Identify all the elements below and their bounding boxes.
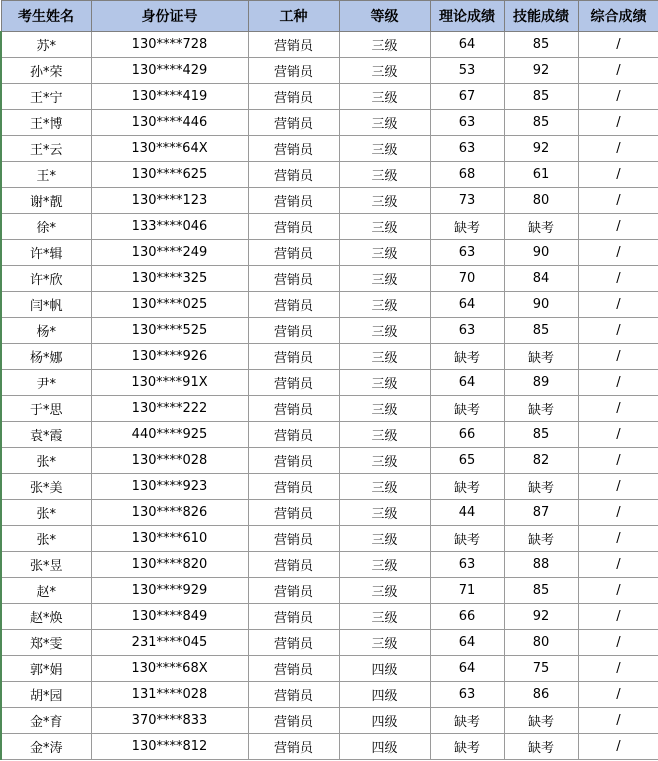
name-cell[interactable]: 杨* [1,318,91,344]
level-cell[interactable]: 三级 [339,162,430,188]
overall-score-cell[interactable]: / [578,734,658,760]
table-row [1,396,658,422]
id-number-cell[interactable]: 130****222 [91,396,248,422]
id-number-cell[interactable]: 130****419 [91,84,248,110]
skill-score-cell[interactable]: 缺考 [504,526,578,552]
level-cell[interactable]: 四级 [339,656,430,682]
theory-score-cell[interactable]: 63 [430,136,504,162]
table-row [1,630,658,656]
overall-score-cell[interactable]: / [578,318,658,344]
skill-score-cell[interactable]: 85 [504,84,578,110]
table-row [1,422,658,448]
overall-score-cell[interactable]: / [578,630,658,656]
overall-score-cell[interactable]: / [578,578,658,604]
id-number-cell[interactable]: 131****028 [91,682,248,708]
level-cell[interactable]: 三级 [339,266,430,292]
table-row [1,58,658,84]
job-type-cell[interactable]: 营销员 [248,656,339,682]
theory-score-cell[interactable]: 64 [430,370,504,396]
name-cell[interactable]: 苏* [1,32,91,58]
skill-score-cell[interactable]: 92 [504,58,578,84]
name-cell[interactable]: 尹* [1,370,91,396]
id-number-cell[interactable]: 130****826 [91,500,248,526]
table-row [1,682,658,708]
overall-score-cell[interactable]: / [578,58,658,84]
theory-score-cell[interactable]: 71 [430,578,504,604]
skill-score-cell[interactable]: 88 [504,552,578,578]
overall-score-cell[interactable]: / [578,188,658,214]
level-cell[interactable]: 三级 [339,240,430,266]
overall-score-cell[interactable]: / [578,214,658,240]
theory-score-cell[interactable]: 缺考 [430,708,504,734]
skill-score-cell[interactable]: 缺考 [504,344,578,370]
table-row [1,708,658,734]
theory-score-cell[interactable]: 66 [430,422,504,448]
level-cell[interactable]: 三级 [339,318,430,344]
skill-score-cell[interactable]: 92 [504,136,578,162]
table-row [1,474,658,500]
theory-score-cell[interactable]: 63 [430,318,504,344]
table-row [1,110,658,136]
overall-score-cell[interactable]: / [578,682,658,708]
name-cell[interactable]: 于*思 [1,396,91,422]
theory-score-cell[interactable]: 44 [430,500,504,526]
theory-score-cell[interactable]: 73 [430,188,504,214]
level-cell[interactable]: 四级 [339,682,430,708]
job-type-cell[interactable]: 营销员 [248,136,339,162]
job-type-cell[interactable]: 营销员 [248,162,339,188]
skill-score-cell[interactable]: 85 [504,32,578,58]
theory-score-cell[interactable]: 70 [430,266,504,292]
name-cell[interactable]: 赵* [1,578,91,604]
theory-score-cell[interactable]: 65 [430,448,504,474]
table-body [1,32,658,760]
skill-score-cell[interactable]: 缺考 [504,214,578,240]
theory-score-cell[interactable]: 63 [430,110,504,136]
job-type-cell[interactable]: 营销员 [248,448,339,474]
theory-score-cell[interactable]: 53 [430,58,504,84]
table-row [1,240,658,266]
name-cell[interactable]: 王* [1,162,91,188]
level-cell[interactable]: 三级 [339,344,430,370]
skill-score-cell[interactable]: 82 [504,448,578,474]
overall-score-cell[interactable]: / [578,448,658,474]
theory-score-cell[interactable]: 66 [430,604,504,630]
id-number-cell[interactable]: 130****446 [91,110,248,136]
table-row [1,292,658,318]
id-number-cell[interactable]: 130****68X [91,656,248,682]
skill-score-cell[interactable]: 75 [504,656,578,682]
table-row [1,604,658,630]
name-cell[interactable]: 王*博 [1,110,91,136]
theory-score-cell[interactable]: 64 [430,656,504,682]
level-cell[interactable]: 三级 [339,526,430,552]
table-row [1,214,658,240]
name-cell[interactable]: 张*昱 [1,552,91,578]
header-cell[interactable]: 综合成绩 [578,1,658,32]
overall-score-cell[interactable]: / [578,656,658,682]
name-cell[interactable]: 许*欣 [1,266,91,292]
overall-score-cell[interactable]: / [578,370,658,396]
level-cell[interactable]: 三级 [339,630,430,656]
name-cell[interactable]: 谢*靓 [1,188,91,214]
name-cell[interactable]: 张*美 [1,474,91,500]
level-cell[interactable]: 三级 [339,370,430,396]
id-number-cell[interactable]: 440****925 [91,422,248,448]
theory-score-cell[interactable]: 63 [430,240,504,266]
overall-score-cell[interactable]: / [578,240,658,266]
level-cell[interactable]: 三级 [339,136,430,162]
level-cell[interactable]: 三级 [339,84,430,110]
id-number-cell[interactable]: 130****728 [91,32,248,58]
name-cell[interactable]: 胡*园 [1,682,91,708]
job-type-cell[interactable]: 营销员 [248,32,339,58]
table-row [1,32,658,58]
id-number-cell[interactable]: 130****820 [91,552,248,578]
job-type-cell[interactable]: 营销员 [248,708,339,734]
name-cell[interactable]: 金*育 [1,708,91,734]
job-type-cell[interactable]: 营销员 [248,474,339,500]
id-number-cell[interactable]: 130****123 [91,188,248,214]
job-type-cell[interactable]: 营销员 [248,422,339,448]
table-row [1,578,658,604]
table-row [1,370,658,396]
level-cell[interactable]: 三级 [339,396,430,422]
job-type-cell[interactable]: 营销员 [248,240,339,266]
name-cell[interactable]: 郭*娟 [1,656,91,682]
theory-score-cell[interactable]: 64 [430,630,504,656]
job-type-cell[interactable]: 营销员 [248,58,339,84]
job-type-cell[interactable]: 营销员 [248,630,339,656]
level-cell[interactable]: 三级 [339,604,430,630]
level-cell[interactable]: 三级 [339,422,430,448]
id-number-cell[interactable]: 130****325 [91,266,248,292]
id-number-cell[interactable]: 130****610 [91,526,248,552]
id-number-cell[interactable]: 130****525 [91,318,248,344]
overall-score-cell[interactable]: / [578,110,658,136]
table-row [1,162,658,188]
level-cell[interactable]: 四级 [339,734,430,760]
name-cell[interactable]: 张* [1,526,91,552]
name-cell[interactable]: 王*云 [1,136,91,162]
level-cell[interactable]: 三级 [339,578,430,604]
name-cell[interactable]: 袁*霞 [1,422,91,448]
theory-score-cell[interactable]: 缺考 [430,344,504,370]
overall-score-cell[interactable]: / [578,708,658,734]
level-cell[interactable]: 三级 [339,110,430,136]
skill-score-cell[interactable]: 92 [504,604,578,630]
overall-score-cell[interactable]: / [578,162,658,188]
id-number-cell[interactable]: 130****812 [91,734,248,760]
header-cell[interactable]: 身份证号 [91,1,248,32]
id-number-cell[interactable]: 130****64X [91,136,248,162]
job-type-cell[interactable]: 营销员 [248,734,339,760]
overall-score-cell[interactable]: / [578,344,658,370]
overall-score-cell[interactable]: / [578,266,658,292]
id-number-cell[interactable]: 133****046 [91,214,248,240]
skill-score-cell[interactable]: 缺考 [504,734,578,760]
table-row [1,656,658,682]
name-cell[interactable]: 金*涛 [1,734,91,760]
level-cell[interactable]: 四级 [339,708,430,734]
theory-score-cell[interactable]: 67 [430,84,504,110]
skill-score-cell[interactable]: 61 [504,162,578,188]
skill-score-cell[interactable]: 90 [504,240,578,266]
level-cell[interactable]: 三级 [339,292,430,318]
overall-score-cell[interactable]: / [578,84,658,110]
job-type-cell[interactable]: 营销员 [248,578,339,604]
header-cell[interactable]: 理论成绩 [430,1,504,32]
table-row [1,448,658,474]
skill-score-cell[interactable]: 缺考 [504,708,578,734]
name-cell[interactable]: 徐* [1,214,91,240]
name-cell[interactable]: 张* [1,500,91,526]
id-number-cell[interactable]: 130****929 [91,578,248,604]
name-cell[interactable]: 张* [1,448,91,474]
level-cell[interactable]: 三级 [339,474,430,500]
level-cell[interactable]: 三级 [339,214,430,240]
name-cell[interactable]: 许*辑 [1,240,91,266]
overall-score-cell[interactable]: / [578,32,658,58]
table-row [1,188,658,214]
table-row [1,552,658,578]
id-number-cell[interactable]: 130****926 [91,344,248,370]
id-number-cell[interactable]: 370****833 [91,708,248,734]
table-row [1,734,658,760]
table-row [1,266,658,292]
theory-score-cell[interactable]: 63 [430,682,504,708]
table-row [1,136,658,162]
overall-score-cell[interactable]: / [578,526,658,552]
id-number-cell[interactable]: 130****025 [91,292,248,318]
skill-score-cell[interactable]: 85 [504,578,578,604]
theory-score-cell[interactable]: 缺考 [430,474,504,500]
name-cell[interactable]: 赵*焕 [1,604,91,630]
name-cell[interactable]: 孙*荣 [1,58,91,84]
overall-score-cell[interactable]: / [578,474,658,500]
header-cell[interactable]: 考生姓名 [1,1,91,32]
id-number-cell[interactable]: 130****849 [91,604,248,630]
overall-score-cell[interactable]: / [578,500,658,526]
job-type-cell[interactable]: 营销员 [248,344,339,370]
skill-score-cell[interactable]: 90 [504,292,578,318]
job-type-cell[interactable]: 营销员 [248,552,339,578]
skill-score-cell[interactable]: 89 [504,370,578,396]
header-row [1,1,658,32]
job-type-cell[interactable]: 营销员 [248,526,339,552]
id-number-cell[interactable]: 231****045 [91,630,248,656]
skill-score-cell[interactable]: 84 [504,266,578,292]
id-number-cell[interactable]: 130****625 [91,162,248,188]
level-cell[interactable]: 三级 [339,552,430,578]
job-type-cell[interactable]: 营销员 [248,318,339,344]
skill-score-cell[interactable]: 86 [504,682,578,708]
name-cell[interactable]: 王*宁 [1,84,91,110]
table-row [1,318,658,344]
skill-score-cell[interactable]: 80 [504,188,578,214]
header-cell[interactable]: 等级 [339,1,430,32]
level-cell[interactable]: 三级 [339,188,430,214]
theory-score-cell[interactable]: 缺考 [430,526,504,552]
job-type-cell[interactable]: 营销员 [248,292,339,318]
skill-score-cell[interactable]: 缺考 [504,474,578,500]
job-type-cell[interactable]: 营销员 [248,110,339,136]
level-cell[interactable]: 三级 [339,448,430,474]
theory-score-cell[interactable]: 68 [430,162,504,188]
level-cell[interactable]: 三级 [339,58,430,84]
job-type-cell[interactable]: 营销员 [248,266,339,292]
overall-score-cell[interactable]: / [578,552,658,578]
job-type-cell[interactable]: 营销员 [248,188,339,214]
skill-score-cell[interactable]: 缺考 [504,396,578,422]
theory-score-cell[interactable]: 缺考 [430,214,504,240]
theory-score-cell[interactable]: 64 [430,32,504,58]
table-row [1,84,658,110]
id-number-cell[interactable]: 130****429 [91,58,248,84]
table-row [1,500,658,526]
overall-score-cell[interactable]: / [578,136,658,162]
job-type-cell[interactable]: 营销员 [248,84,339,110]
skill-score-cell[interactable]: 85 [504,110,578,136]
table-row [1,526,658,552]
job-type-cell[interactable]: 营销员 [248,370,339,396]
theory-score-cell[interactable]: 63 [430,552,504,578]
level-cell[interactable]: 三级 [339,32,430,58]
job-type-cell[interactable]: 营销员 [248,214,339,240]
name-cell[interactable]: 郑*雯 [1,630,91,656]
skill-score-cell[interactable]: 85 [504,422,578,448]
overall-score-cell[interactable]: / [578,396,658,422]
id-number-cell[interactable]: 130****249 [91,240,248,266]
overall-score-cell[interactable]: / [578,422,658,448]
header-cell[interactable]: 工种 [248,1,339,32]
job-type-cell[interactable]: 营销员 [248,682,339,708]
id-number-cell[interactable]: 130****91X [91,370,248,396]
theory-score-cell[interactable]: 缺考 [430,734,504,760]
job-type-cell[interactable]: 营销员 [248,604,339,630]
job-type-cell[interactable]: 营销员 [248,396,339,422]
table-row [1,344,658,370]
overall-score-cell[interactable]: / [578,292,658,318]
theory-score-cell[interactable]: 缺考 [430,396,504,422]
id-number-cell[interactable]: 130****923 [91,474,248,500]
overall-score-cell[interactable]: / [578,604,658,630]
id-number-cell[interactable]: 130****028 [91,448,248,474]
skill-score-cell[interactable]: 85 [504,318,578,344]
skill-score-cell[interactable]: 87 [504,500,578,526]
theory-score-cell[interactable]: 64 [430,292,504,318]
job-type-cell[interactable]: 营销员 [248,500,339,526]
skill-score-cell[interactable]: 80 [504,630,578,656]
name-cell[interactable]: 杨*娜 [1,344,91,370]
name-cell[interactable]: 闫*帆 [1,292,91,318]
level-cell[interactable]: 三级 [339,500,430,526]
header-cell[interactable]: 技能成绩 [504,1,578,32]
